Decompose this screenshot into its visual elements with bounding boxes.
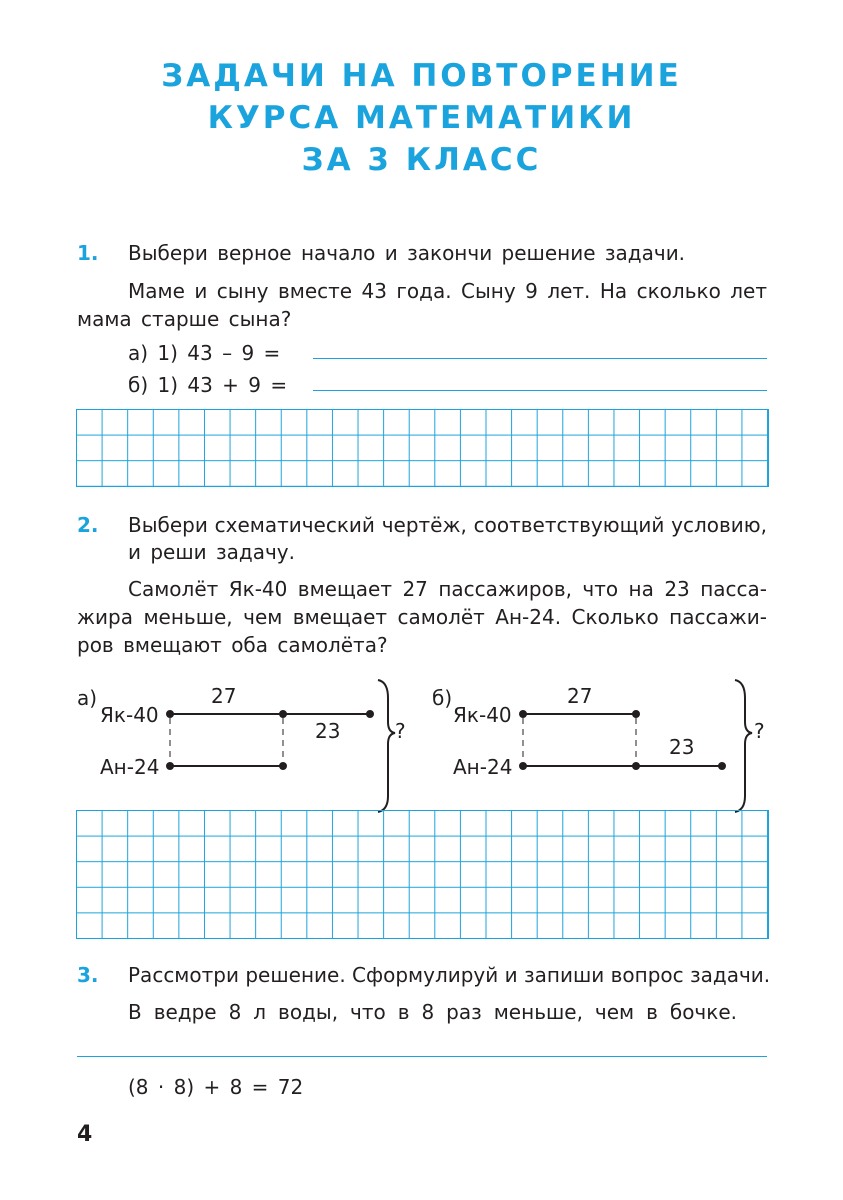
task-2-instruction-line-2: и реши задачу. (128, 540, 295, 564)
diagram-a-point (167, 763, 174, 770)
diagram-a[interactable] (167, 680, 396, 812)
diagram-b-point (520, 763, 527, 770)
task-2-number: 2. (77, 513, 99, 537)
diagram-b-point (719, 763, 726, 770)
diagram-b-brace (735, 680, 752, 812)
task-2-text-line-3: ров вмещают оба самолёта? (77, 633, 388, 657)
task-3-answer-line[interactable] (77, 1056, 767, 1057)
diagram-b-bottom-row-label: Ан-24 (453, 755, 513, 779)
diagram-a-point (280, 711, 287, 718)
diagram-a-point (167, 711, 174, 718)
diagram-b-point (520, 711, 527, 718)
task-1-instruction: Выбери верное начало и закончи решение задачи. (128, 241, 686, 265)
diagram-b-top-row-label: Як-40 (453, 703, 512, 727)
diagram-a-point (280, 763, 287, 770)
task-2-instruction-line-1: Выбери схематический чертёж, соответствующий условию, (128, 513, 767, 537)
diagram-b-point (633, 711, 640, 718)
diagram-b-question: ? (754, 719, 765, 743)
diagram-b-point (633, 763, 640, 770)
diagram-a-point (367, 711, 374, 718)
task-2-answer-grid[interactable] (76, 810, 769, 939)
task-3-text: В ведре 8 л воды, что в 8 раз меньше, чем в бочке. (128, 1000, 737, 1024)
task-3-instruction: Рассмотри решение. Сформулируй и запиши вопрос задачи. (128, 963, 771, 987)
task-1-number: 1. (77, 241, 99, 265)
diagram-a-top-row-label: Як-40 (100, 703, 159, 727)
diagram-a-brace (378, 680, 395, 812)
diagram-b-value-extra: 23 (669, 735, 695, 759)
diagram-a-value-extra: 23 (315, 719, 341, 743)
task-2-text-line-2: жира меньше, чем вмещает самолёт Ан-24. Сколько пассажи- (77, 605, 767, 629)
task-1-option-a: а) 1) 43 – 9 = (128, 341, 281, 365)
task-3-number: 3. (77, 963, 99, 987)
diagram-b-label: б) (432, 686, 453, 710)
diagram-a-bottom-row-label: Ан-24 (100, 755, 160, 779)
page-number: 4 (77, 1122, 93, 1147)
task-1-text-line-1: Маме и сыну вместе 43 года. Сыну 9 лет. На сколько лет (128, 279, 767, 303)
diagram-b[interactable] (520, 680, 753, 812)
page-title-line-1: ЗАДАЧИ НА ПОВТОРЕНИЕ (161, 58, 682, 94)
page-title-line-2: КУРСА МАТЕМАТИКИ (207, 100, 636, 136)
task-2-text-line-1: Самолёт Як-40 вмещает 27 пассажиров, что на 23 пасса- (128, 577, 767, 601)
task-3-expression: (8 · 8) + 8 = 72 (128, 1075, 304, 1099)
diagram-a-label: а) (77, 686, 98, 710)
diagram-b-value-top: 27 (567, 684, 593, 708)
diagram-a-value-top: 27 (211, 684, 237, 708)
task-1-text-line-2: мама старше сына? (77, 307, 292, 331)
task-1-option-b: б) 1) 43 + 9 = (128, 373, 288, 397)
page-title-line-3: ЗА 3 КЛАСС (301, 142, 542, 178)
diagram-a-question: ? (395, 719, 406, 743)
